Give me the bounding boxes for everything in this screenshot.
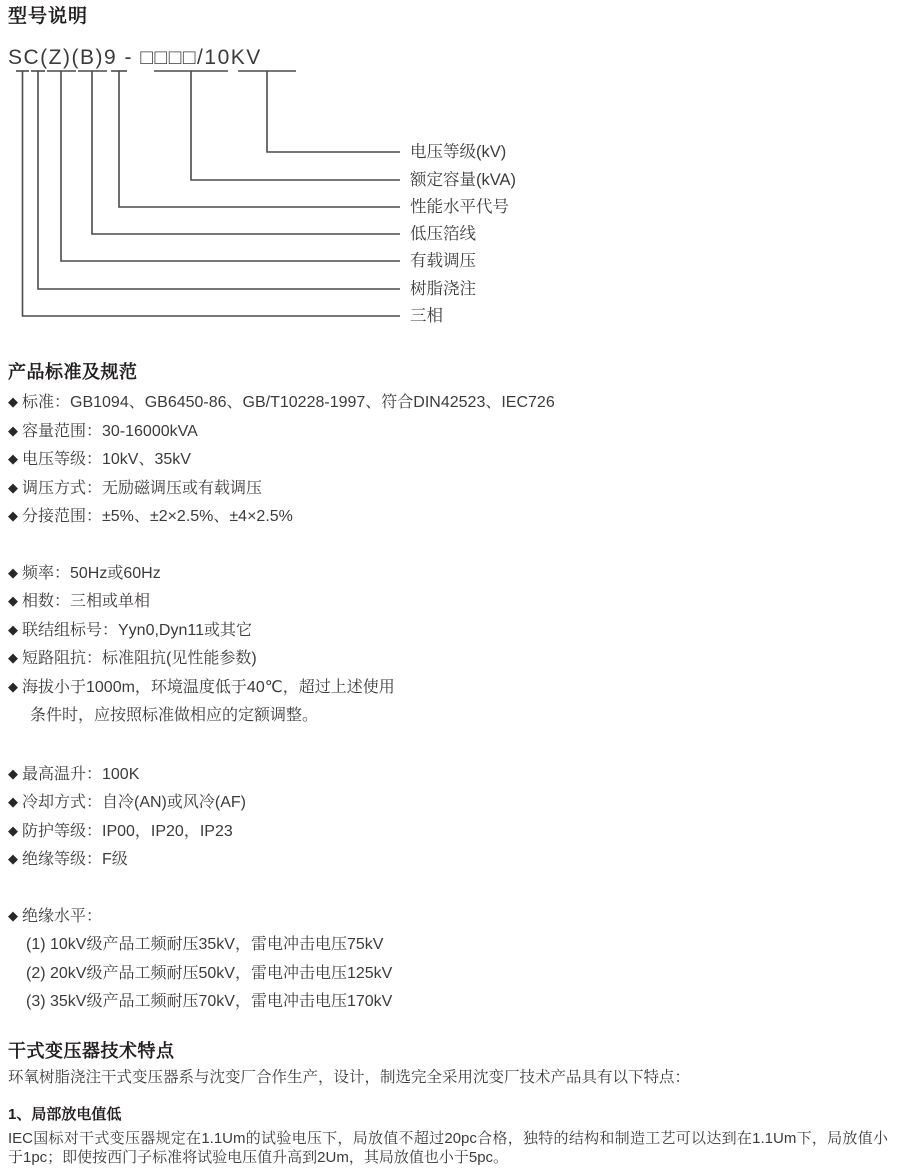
spec-item-text: 短路阻抗：标准阻抗(见性能参数): [22, 650, 257, 667]
spec-group-2: [8, 560, 888, 731]
diamond-bullet-icon: ◆: [8, 678, 18, 694]
diagram-label-rated-capacity: 额定容量(kVA): [410, 171, 517, 189]
diagram-label-lv-foil-winding: 低压箔线: [410, 225, 476, 243]
diamond-bullet-icon: ◆: [8, 907, 18, 923]
spec-item-tapping-range: [8, 503, 888, 532]
spec-item-text: 联结组标号：Yyn0,Dyn11或其它: [22, 621, 252, 639]
spec-item-impedance: [8, 645, 888, 674]
spec-item-text: 绝缘水平：: [22, 907, 103, 925]
spec-group-1: [8, 389, 888, 532]
diamond-bullet-icon: ◆: [8, 765, 18, 781]
spec-item-regulation-mode: [8, 475, 888, 504]
spec-group-3: [8, 761, 888, 875]
spec-item-protection-class: [8, 818, 888, 847]
feature-point-1-text: IEC国标对干式变压器规定在1.1Um的试验电压下，局放值不超过20pc合格，独特的结构和制造工艺可以达到在1.1Um下，局放值小于1pc；即使按西门子标准将试验电压值升高到2Um，其局放值也小于5pc。: [8, 1129, 888, 1166]
spec-item-temp-rise: [8, 761, 888, 790]
spec-item-voltage-class: [8, 446, 888, 475]
diagram-label-three-phase: 三相: [410, 307, 443, 325]
spec-item-altitude: [8, 674, 888, 703]
spec-item-standard: [8, 389, 888, 418]
spec-item-insulation-class: [8, 846, 888, 875]
section-title-standards: 产品标准及规范: [8, 362, 138, 382]
spec-item-vector-group: [8, 617, 888, 646]
spec-item-text: 防护等级：IP00，IP20，IP23: [22, 822, 233, 840]
diamond-bullet-icon: ◆: [8, 851, 18, 866]
diamond-bullet-icon: ◆: [8, 822, 18, 838]
features-section: [8, 1041, 888, 1167]
insulation-level-sub-2: (2) 20kV级产品工频耐压50kV，雷电冲击电压125kV: [26, 964, 393, 982]
diagram-label-performance-code: 性能水平代号: [410, 198, 509, 216]
diamond-bullet-icon: ◆: [8, 593, 18, 608]
spec-item-text: 调压方式：无励磁调压或有载调压: [22, 479, 263, 497]
spec-item-text: 冷却方式：自冷(AN)或风冷(AF): [22, 794, 246, 811]
spec-item-capacity-range: [8, 418, 888, 447]
diamond-bullet-icon: ◆: [8, 508, 18, 523]
spec-item-text: 频率：50Hz或60Hz: [22, 564, 161, 582]
spec-item-text: 最高温升：100K: [22, 765, 140, 783]
diamond-bullet-icon: ◆: [8, 422, 18, 438]
diagram-label-resin-cast: 树脂浇注: [410, 280, 476, 298]
spec-item-phases: [8, 588, 888, 617]
section-title-model: 型号说明: [8, 6, 89, 27]
diagram-label-voltage-class: 电压等级(kV): [410, 143, 507, 161]
model-code-text: SC(Z)(B)9 - □□□□/10KV: [8, 46, 262, 69]
diamond-bullet-icon: ◆: [8, 621, 18, 637]
spec-item-insulation-level: [8, 903, 888, 932]
diamond-bullet-icon: ◆: [8, 451, 18, 466]
standards-section: [8, 362, 888, 1017]
insulation-level-sub-3: (3) 35kV级产品工频耐压70kV，雷电冲击电压170kV: [26, 993, 393, 1010]
spec-item-text: 容量范围：30-16000kVA: [22, 422, 198, 440]
spec-item-altitude-continuation: 条件时，应按照标准做相应的定额调整。: [30, 707, 319, 724]
features-intro-paragraph: 环氧树脂浇注干式变压器系与沈变厂合作生产，设计，制选完全采用沈变厂技术产品具有以下特点：: [8, 1068, 691, 1086]
diamond-bullet-icon: ◆: [8, 794, 18, 809]
diamond-bullet-icon: ◆: [8, 564, 18, 580]
spec-item-text: 相数：三相或单相: [22, 593, 151, 610]
diagram-label-on-load-regulation: 有载调压: [410, 252, 476, 270]
feature-point-1-title: 1、局部放电值低: [8, 1105, 122, 1123]
diamond-bullet-icon: ◆: [8, 394, 18, 409]
spec-item-text: 电压等级：10kV、35kV: [22, 451, 191, 468]
spec-item-frequency: [8, 560, 888, 589]
spec-item-cooling: [8, 789, 888, 818]
spec-item-text: 海拔小于1000m，环境温度低于40℃，超过上述使用: [22, 678, 395, 696]
spec-group-insulation-level: [8, 903, 888, 1017]
spec-item-text: 标准：GB1094、GB6450-86、GB/T10228-1997、符合DIN42523、IEC726: [22, 394, 555, 411]
model-description-section: [8, 0, 888, 340]
diamond-bullet-icon: ◆: [8, 650, 18, 665]
spec-item-text: 分接范围：±5%、±2×2.5%、±4×2.5%: [22, 508, 293, 525]
insulation-level-sub-1: (1) 10kV级产品工频耐压35kV，雷电冲击电压75kV: [26, 936, 384, 953]
diamond-bullet-icon: ◆: [8, 479, 18, 495]
spec-item-text: 绝缘等级：F级: [22, 851, 128, 868]
section-title-features: 干式变压器技术特点: [8, 1040, 175, 1061]
